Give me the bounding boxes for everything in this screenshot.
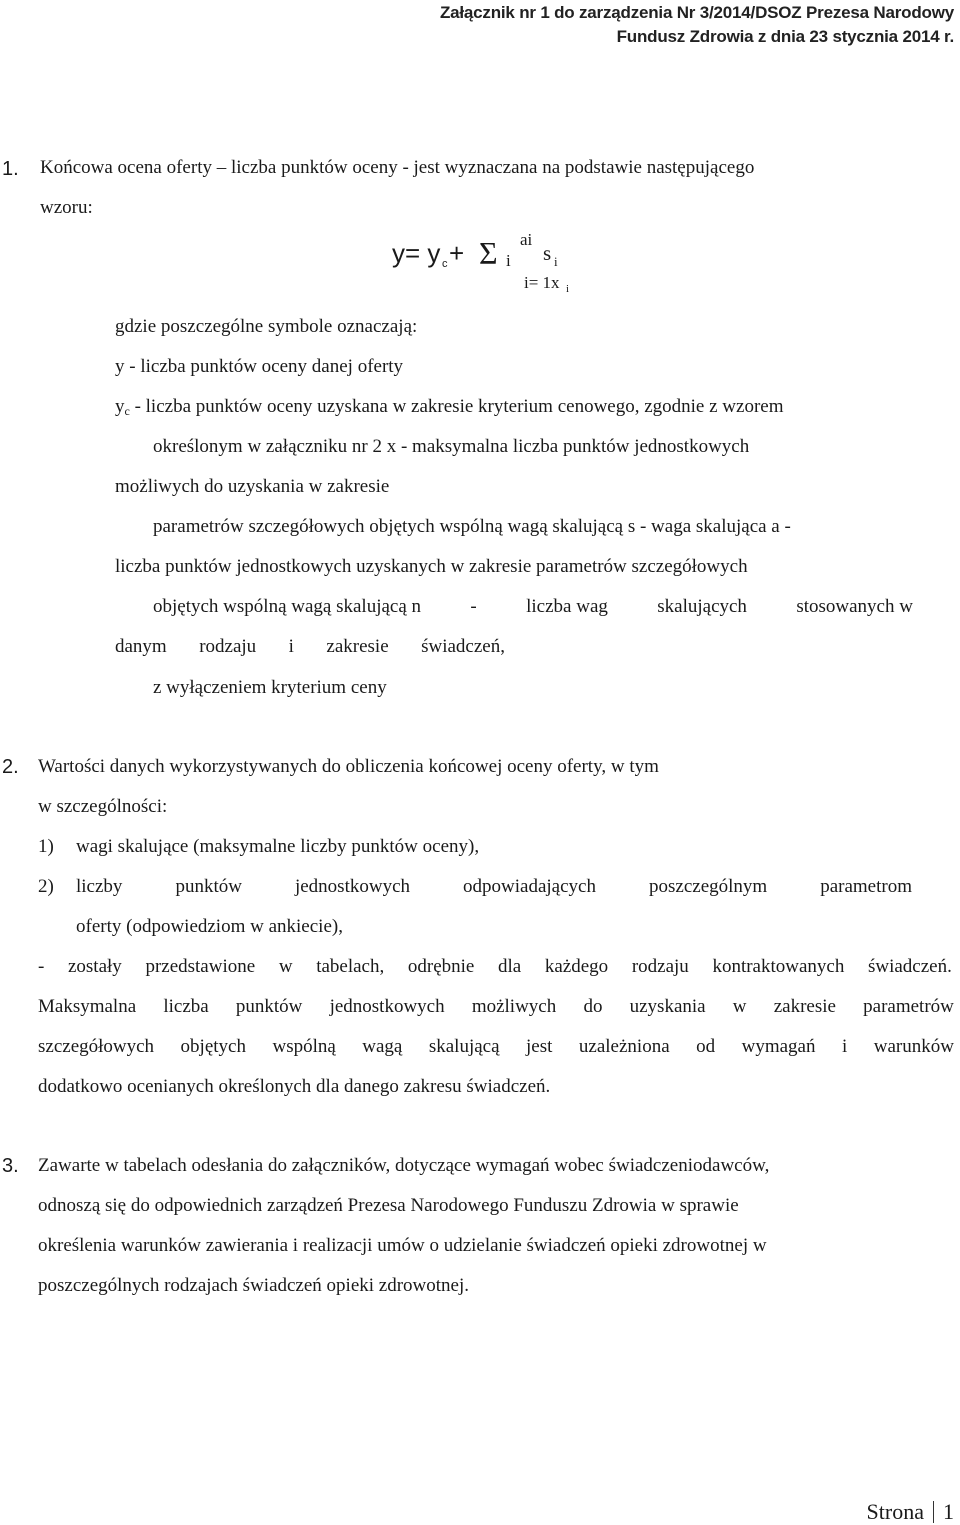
word: - [470,596,477,617]
word: dla [498,956,522,977]
formula-plus: + [449,238,465,268]
word: jest [526,1036,553,1057]
definition-line-e [153,596,913,618]
word: punktów [175,876,242,897]
paragraph-line-2 [38,1036,954,1058]
word: rodzaju [631,956,689,977]
dash-line [38,956,952,978]
section-2-line-2: w szczególności: [38,796,168,817]
word: objętych [180,1036,246,1057]
definition-line-g: z wyłączeniem kryterium ceny [153,677,387,698]
word: świadczeń. [867,956,952,977]
section-3-line-2: odnoszą się do odpowiednich zarządzeń Prezesa Narodowego Funduszu Zdrowia w sprawie [38,1195,739,1216]
word: wspólną [272,1036,336,1057]
section-2-line-1: Wartości danych wykorzystywanych do obliczenia końcowej oceny oferty, w tym [38,756,659,777]
section-1-number: 1. [2,158,19,180]
formula-ai: ai [520,230,533,249]
section-1-line-2: wzoru: [40,197,93,218]
word: i [841,1036,848,1057]
word: - [38,956,45,977]
word: liczby [76,876,123,897]
section-3-line-4: poszczególnych rodzajach świadczeń opieki zdrowotnej. [38,1275,470,1296]
word: skalującą [428,1036,500,1057]
definition-line-c: parametrów szczegółowych objętych wspólną wagą skalującą s - waga skalująca a - [153,516,791,537]
list-item-1-number: 1) [38,836,54,857]
word: zakresie [326,636,389,657]
section-3-line-3: określenia warunków zawierania i realizacji umów o udzielanie świadczeń opieki zdrowotnej w [38,1235,767,1256]
page-number: 1 [943,1499,954,1524]
list-item-1: wagi skalujące (maksymalne liczby punktów oceny), [76,836,480,857]
paragraph-line-1 [38,996,954,1018]
page-number-footer [867,1499,954,1525]
header-line-2: Fundusz Zdrowia z dnia 23 stycznia 2014 r. [616,27,954,46]
formula-sigma: Σ [479,235,498,271]
word: zakresie [773,996,836,1017]
word: skalujących [657,596,747,617]
word: szczegółowych [38,1036,155,1057]
word: Maksymalna [38,996,137,1017]
formula-lhs: y= y [392,238,441,268]
word: tabelach, [316,956,385,977]
word: uzyskania [629,996,706,1017]
word: objętych wspólną wagą skalującą n [153,596,422,617]
word: przedstawione [145,956,256,977]
word: liczba [163,996,209,1017]
word: możliwych [471,996,557,1017]
formula-lower: i= 1x [524,273,560,292]
formula-lhs-sub: c [442,258,448,270]
word: i [288,636,294,657]
word: wagą [362,1036,403,1057]
word: odpowiadających [463,876,596,897]
definition-line-d: liczba punktów jednostkowych uzyskanych w zakresie parametrów szczegółowych [115,556,748,577]
word: rodzaju [199,636,257,657]
word: uzależniona [578,1036,670,1057]
definition-y: y - liczba punktów oceny danej oferty [115,356,404,377]
word: kontraktowanych [712,956,845,977]
list-item-2-number: 2) [38,876,54,897]
yc-text: - liczba punktów oceny uzyskana w zakresie kryterium cenowego, zgodnie z wzorem [129,396,784,417]
section-1-line-1: Końcowa ocena oferty – liczba punktów oceny - jest wyznaczana na podstawie następującego [40,157,755,178]
formula-s: s [543,241,552,265]
word: w [278,956,293,977]
list-item-2-continuation: oferty (odpowiedziom w ankiecie), [76,916,343,937]
word: parametrom [820,876,912,897]
word: warunków [873,1036,954,1057]
word: punktów [235,996,303,1017]
definition-line-b: możliwych do uzyskania w zakresie [115,476,390,497]
word: jednostkowych [329,996,445,1017]
definition-line-f [115,636,505,658]
word: wymagań [741,1036,816,1057]
formula-s-sub: i [554,254,558,269]
section-3-number: 3. [2,1155,19,1177]
yc-subscript: c [124,404,130,418]
yc-symbol: y [115,396,125,417]
list-item-2 [76,876,912,898]
word: świadczeń, [421,636,505,657]
word: danym [115,636,167,657]
word: poszczególnym [649,876,768,897]
definition-line-a: określonym w załączniku nr 2 x - maksymalna liczba punktów jednostkowych [153,436,750,457]
word: liczba wag [526,596,608,617]
definitions-intro: gdzie poszczególne symbole oznaczają: [115,316,418,337]
word: od [696,1036,716,1057]
word: odrębnie [407,956,475,977]
word: stosowanych w [796,596,913,617]
word: każdego [544,956,609,977]
section-2-number: 2. [2,756,19,778]
word: jednostkowych [294,876,411,897]
formula-lower-sub: i [566,283,570,295]
header-line-1: Załącznik nr 1 do zarządzenia Nr 3/2014/DSOZ Prezesa Narodowy [439,3,954,22]
word: parametrów [863,996,954,1017]
page-separator [933,1501,934,1523]
formula-index-i: i [506,251,511,270]
word: zostały [67,956,122,977]
definition-yc [115,396,784,419]
section-3-line-1: Zawarte w tabelach odesłania do załączników, dotyczące wymagań wobec świadczeniodawców, [38,1155,770,1176]
paragraph-line-3: dodatkowo ocenianych określonych dla danego zakresu świadczeń. [38,1076,551,1097]
word: w [732,996,747,1017]
word: do [583,996,603,1017]
page-label: Strona [866,1499,924,1524]
